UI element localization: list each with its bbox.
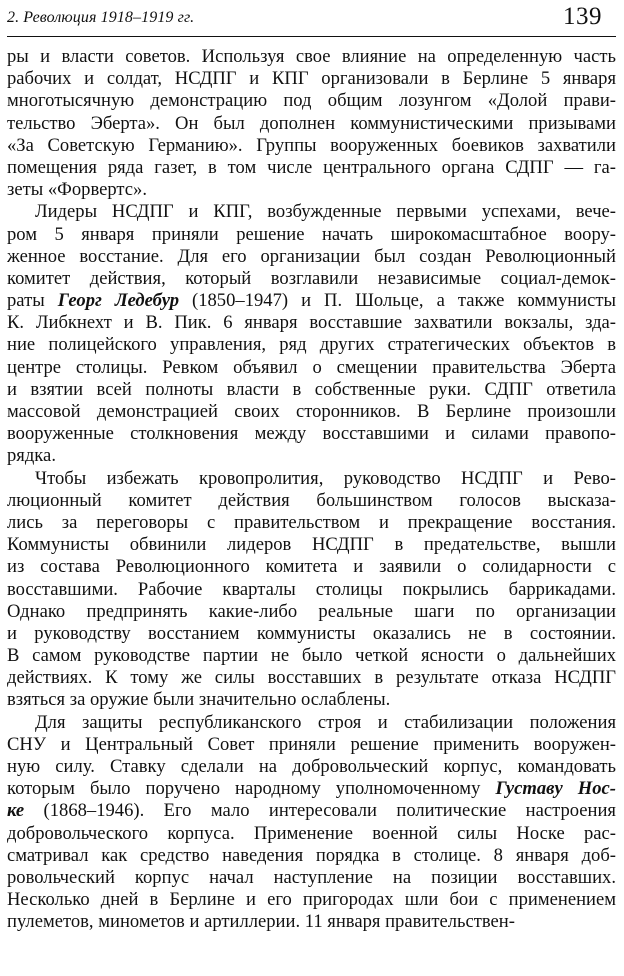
person-name: Густаву Нос-: [495, 778, 616, 800]
text-line: Коммунисты обвинили лидеров НСДПГ в предательстве, вышли: [7, 534, 616, 556]
text-line: комитет действия, который возглавили независимые социал-демок-: [7, 267, 616, 289]
text-line: и руководству восстанием коммунисты оказались не в состоянии.: [7, 622, 616, 644]
text-line: массовой демонстрацией своих сторонников. В Берлине произошли: [7, 401, 616, 422]
text-line: рядка.: [7, 445, 56, 467]
page-body: [7, 37, 616, 934]
text-line: тельство Эберта». Он был дополнен коммунистическими призывами: [7, 112, 616, 134]
text-line: ровольческий корпус начал наступление на позиции восставших.: [7, 866, 616, 888]
running-head: 2. Революция 1918–1919 гг.: [7, 9, 195, 26]
text-line: Несколько дней в Берлине и его пригородах шли бои с применением: [7, 889, 616, 911]
text-line: добровольческого корпуса. Применение военной силы Носке рас-: [7, 822, 616, 844]
text-line: пулеметов, минометов и артиллерии. 11 января правительствен-: [7, 911, 515, 933]
text-line: помещения ряда газет, в том числе центрального органа СДПГ — га-: [7, 156, 616, 178]
text-line: вооруженные столкновения между восставшими и силами правопо-: [7, 423, 616, 445]
text-line: которым было поручено народному уполномоченному Густаву Нос-: [7, 778, 616, 800]
text-line: Чтобы избежать кровопролития, руководство НСДПГ и Рево-: [35, 467, 616, 489]
paragraph: [7, 468, 616, 712]
text-line: Лидеры НСДПГ и КПГ, возбужденные первыми успехами, вече-: [35, 201, 616, 223]
person-name: Георг Ледебур: [57, 290, 179, 312]
text-line: ную силу. Ставку сделали на добровольческий корпус, командовать: [7, 756, 616, 777]
text-line: из состава Революционного комитета и заявили о солидарности с: [7, 556, 616, 578]
text-line: ром 5 января приняли решение начать широкомасштабное воору-: [7, 223, 616, 245]
text-line: и взятии всей полноты власти в собственные руки. СДПГ ответила: [7, 378, 616, 400]
text-line: лись за переговоры с правительством и прекращение восстания.: [7, 511, 616, 533]
text-line: сматривал как средство наведения порядка в столице. 8 января доб-: [7, 844, 616, 866]
text-line: центре столицы. Ревком объявил о смещении правительства Эберта: [7, 356, 616, 378]
text-line: многотысячную демонстрацию под общим лозунгом «Долой прави-: [7, 90, 616, 112]
text-line: взяться за оружие были значительно ослаблены.: [7, 689, 391, 711]
text-line: Однако предпринять какие-либо реальные шаги по организации: [7, 600, 616, 622]
text-line: Для защиты республиканского строя и стабилизации положения: [35, 711, 616, 733]
paragraph: [7, 712, 616, 934]
text-line: люционный комитет действия большинством голосов высказа-: [7, 489, 616, 511]
text-line: СНУ и Центральный Совет приняли решение применить вооружен-: [7, 733, 616, 755]
text-line: зеты «Форвертс».: [7, 179, 147, 201]
person-name: ке: [7, 800, 25, 822]
text-line: восставшими. Рабочие кварталы столицы покрылись баррикадами.: [7, 578, 616, 600]
text-line: женное восстание. Для его организации был создан Революционный: [7, 245, 616, 267]
paragraph: [7, 201, 616, 467]
text-line: ке (1868–1946). Его мало интересовали политические настроения: [7, 800, 616, 822]
text-line: раты Георг Ледебур (1850–1947) и П. Шольце, а также коммунисты: [7, 290, 616, 312]
page-header: [7, 0, 616, 37]
text-line: К. Либкнехт и В. Пик. 6 января восставшие захватили вокзалы, зда-: [7, 312, 616, 334]
paragraph: [7, 46, 616, 201]
text-line: ры и власти советов. Используя свое влияние на определенную часть: [7, 46, 616, 67]
page-number: 139: [563, 3, 602, 30]
text-line: В самом руководстве партии не было четкой ясности о дальнейших: [7, 645, 616, 667]
text-line: рабочих и солдат, НСДПГ и КПГ организовали в Берлине 5 января: [7, 68, 616, 90]
text-line: действиях. К тому же силы восставших в результате отказа НСДПГ: [7, 667, 616, 689]
text-line: ние полицейского управления, ряд других стратегических объектов в: [7, 334, 616, 356]
text-line: «За Советскую Германию». Группы вооруженных боевиков захватили: [7, 134, 616, 156]
